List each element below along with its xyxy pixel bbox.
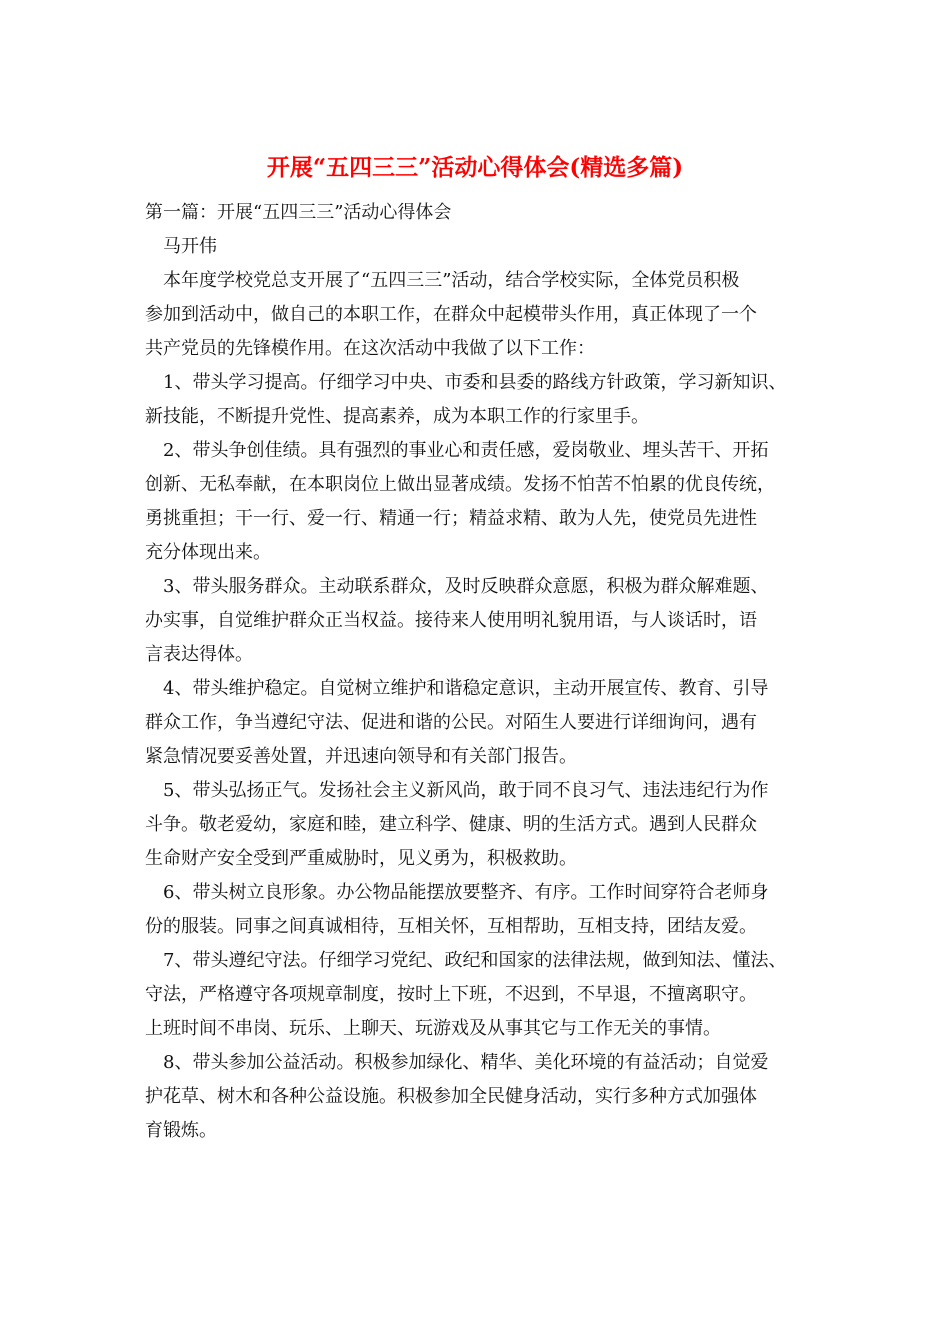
text-line: 斗争。敬老爱幼，家庭和睦，建立科学、健康、明的生活方式。遇到人民群众	[145, 814, 757, 835]
text-line: 本年度学校党总支开展了“五四三三”活动，结合学校实际，全体党员积极	[163, 270, 740, 291]
text-line: 上班时间不串岗、玩乐、上聊天、玩游戏及从事其它与工作无关的事情。	[145, 1018, 721, 1039]
text-line: 8、带头参加公益活动。积极参加绿化、精华、美化环境的有益活动；自觉爱	[163, 1052, 769, 1073]
text-line: 创新、无私奉献，在本职岗位上做出显著成绩。发扬不怕苦不怕累的优良传统，	[145, 474, 775, 495]
document-title: 开展“五四三三”活动心得体会(精选多篇)	[266, 154, 684, 181]
text-line: 育锻炼。	[145, 1120, 217, 1141]
text-line: 6、带头树立良形象。办公物品能摆放要整齐、有序。工作时间穿符合老师身	[163, 882, 769, 903]
text-line: 共产党员的先锋模作用。在这次活动中我做了以下工作：	[145, 338, 595, 359]
text-line: 护花草、树木和各种公益设施。积极参加全民健身活动，实行多种方式加强体	[145, 1086, 757, 1107]
text-line: 马开伟	[163, 236, 217, 257]
text-line: 第一篇：开展“五四三三”活动心得体会	[145, 202, 452, 223]
text-line: 守法，严格遵守各项规章制度，按时上下班，不迟到，不早退，不擅离职守。	[145, 984, 757, 1005]
text-line: 1、带头学习提高。仔细学习中央、市委和县委的路线方针政策，学习新知识、	[163, 372, 787, 393]
text-line: 2、带头争创佳绩。具有强烈的事业心和责任感，爱岗敬业、埋头苦干、开拓	[163, 440, 769, 461]
text-line: 7、带头遵纪守法。仔细学习党纪、政纪和国家的法律法规，做到知法、懂法、	[163, 950, 787, 971]
document-body	[145, 196, 815, 1148]
text-line: 4、带头维护稳定。自觉树立维护和谐稳定意识，主动开展宣传、教育、引导	[163, 678, 769, 699]
text-line: 3、带头服务群众。主动联系群众，及时反映群众意愿，积极为群众解难题、	[163, 576, 769, 597]
text-line: 份的服装。同事之间真诚相待，互相关怀，互相帮助，互相支持，团结友爱。	[145, 916, 757, 937]
text-line: 新技能，不断提升党性、提高素养，成为本职工作的行家里手。	[145, 406, 649, 427]
text-line: 言表达得体。	[145, 644, 253, 665]
text-line: 参加到活动中，做自己的本职工作，在群众中起模带头作用，真正体现了一个	[145, 304, 757, 325]
text-line: 群众工作，争当遵纪守法、促进和谐的公民。对陌生人要进行详细询问，遇有	[145, 712, 757, 733]
text-line: 办实事，自觉维护群众正当权益。接待来人使用明礼貌用语，与人谈话时，语	[145, 610, 757, 631]
text-line: 勇挑重担；干一行、爱一行、精通一行；精益求精、敢为人先，使党员先进性	[145, 508, 757, 529]
text-line: 5、带头弘扬正气。发扬社会主义新风尚，敢于同不良习气、违法违纪行为作	[163, 780, 769, 801]
text-line: 充分体现出来。	[145, 542, 271, 563]
text-line: 紧急情况要妥善处置，并迅速向领导和有关部门报告。	[145, 746, 577, 767]
text-line: 生命财产安全受到严重威胁时，见义勇为，积极救助。	[145, 848, 577, 869]
